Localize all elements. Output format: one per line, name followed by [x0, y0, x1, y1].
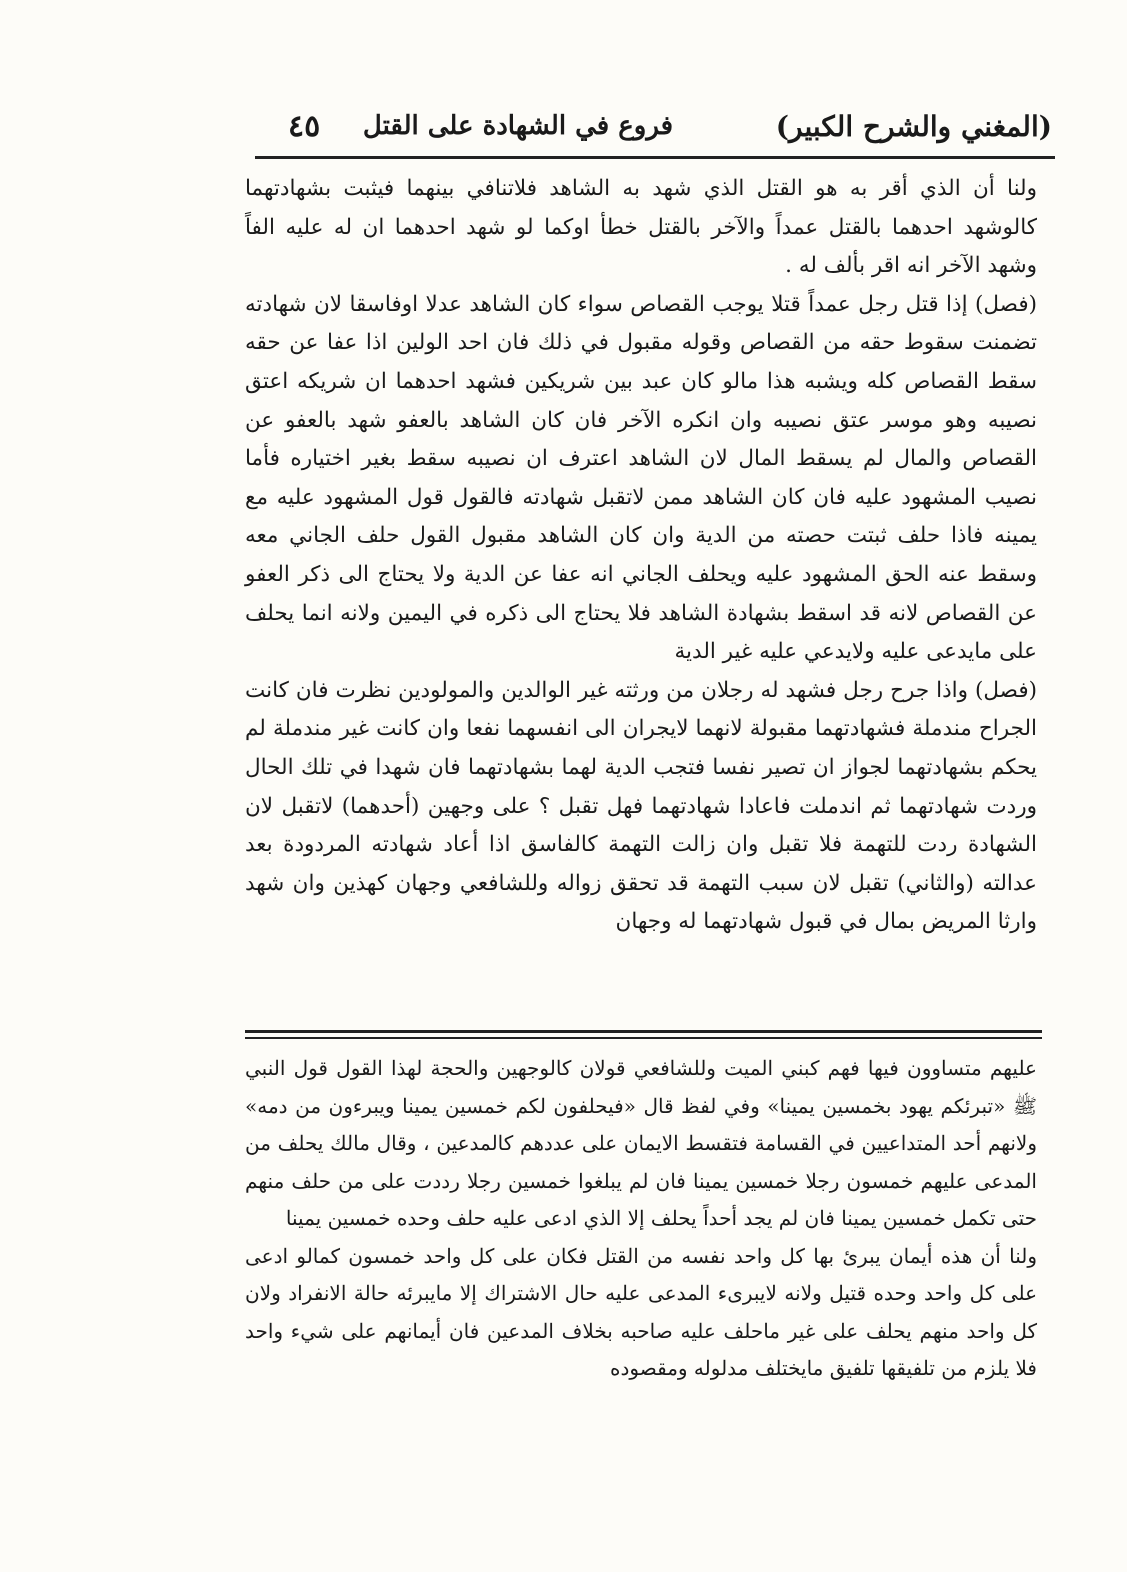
footnote-paragraph: ولنا أن هذه أيمان يبرئ بها كل واحد نفسه من القتل فكان على كل واحد خمسون كمالو ادعى على كل واحد وحده قتيل ولانه لايبرىء المدعى عليه حال الاشتراك إلا مايبرئه حالة الانفراد ولان كل واحد منهم يحلف على غير ماحلف عليه صاحبه بخلاف المدعين فان أيمانهم على شيء واحد فلا يلزم من تلفيقها تلفيق مايختلف مدلوله ومقصوده: [245, 1243, 1037, 1380]
footnote-text: [245, 1050, 1037, 1388]
header-rule: [255, 156, 1055, 159]
chapter-title: فروع في الشهادة على القتل: [362, 111, 674, 141]
main-paragraph: ولنا أن الذي أقر به هو القتل الذي شهد به الشاهد فلاتنافي بينهما فيثبت بشهادتهما كالوشهد احدهما بالقتل عمداً والآخر بالقتل خطأ اوكما لو شهد احدهما ان له عليه الفاً وشهد الآخر انه اقر بألف له .: [245, 176, 1037, 279]
main-text: [245, 170, 1037, 942]
footnote-separator: [245, 1037, 1042, 1039]
book-title: (المغني والشرح الكبير): [775, 109, 1052, 143]
main-paragraph: (فصل) واذا جرح رجل فشهد له رجلان من ورثته غير الوالدين والمولودين نظرت فان كانت الجراح مندملة فشهادتهما مقبولة لانهما لايجران الى انفسهما نفعا وان كانت غير مندملة لم يحكم بشهادتهما لجواز ان تصير نفسا فتجب الدية لهما بشهادتهما فان شهدا في تلك الحال وردت شهادتهما ثم اندملت فاعادا شهادتهما فهل تقبل ؟ على وجهين (أحدهما) لاتقبل لان الشهادة ردت للتهمة فلا تقبل وان زالت التهمة كالفاسق اذا أعاد شهادته المردودة بعد عدالته (والثاني) تقبل لان سبب التهمة قد تحقق زواله وللشافعي وجهان كهذين وان شهد وارثا المريض بمال في قبول شهادتهما له وجهان: [245, 677, 1037, 935]
page-number: ٤٥: [288, 108, 321, 144]
page-header: [258, 100, 1052, 152]
footnote-paragraph: عليهم متساوون فيها فهم كبني الميت وللشافعي قولان كالوجهين والحجة لهذا القول قول النبي ﷺ «تبرئكم يهود بخمسين يمينا» وفي لفظ قال «فيحلفون لكم خمسين يمينا ويبرءون من دمه» ولانهم أحد المتداعيين في القسامة فتقسط الايمان على عددهم كالمدعين ، وقال مالك يحلف من المدعى عليهم خمسون رجلا خمسين يمينا فان لم يبلغوا خمسين رجلا رددت على من حلف منهم حتى تكمل خمسين يمينا فان لم يجد أحداً يحلف إلا الذي ادعى عليه حلف وحده خمسين يمينا: [245, 1056, 1037, 1230]
footnote-separator: [245, 1030, 1042, 1033]
main-paragraph: (فصل) إذا قتل رجل عمداً قتلا يوجب القصاص سواء كان الشاهد عدلا اوفاسقا لان شهادته تضمنت سقوط حقه من القصاص وقوله مقبول في ذلك فان احد الولين اذا عفا عن حقه سقط القصاص كله ويشبه هذا مالو كان عبد بين شريكين فشهد احدهما ان شريكه اعتق نصيبه وهو موسر عتق نصيبه وان انكره الآخر فان كان الشاهد بالعفو شهد بالعفو عن القصاص والمال لم يسقط المال لان الشاهد اعترف ان نصيبه سقط بغير اختياره فأما نصيب المشهود عليه فان كان الشاهد ممن لاتقبل شهادته فالقول قول المشهود عليه مع يمينه فاذا حلف ثبتت حصته من الدية وان كان الشاهد مقبول القول حلف الجاني معه وسقط عنه الحق المشهود عليه ويحلف الجاني انه عفا عن الدية ولا يحتاج الى ذكر العفو عن القصاص لانه قد اسقط بشهادة الشاهد فلا يحتاج الى ذكره في اليمين ولانه انما يحلف على مايدعى عليه ولايدعي عليه غير الدية: [245, 291, 1037, 665]
